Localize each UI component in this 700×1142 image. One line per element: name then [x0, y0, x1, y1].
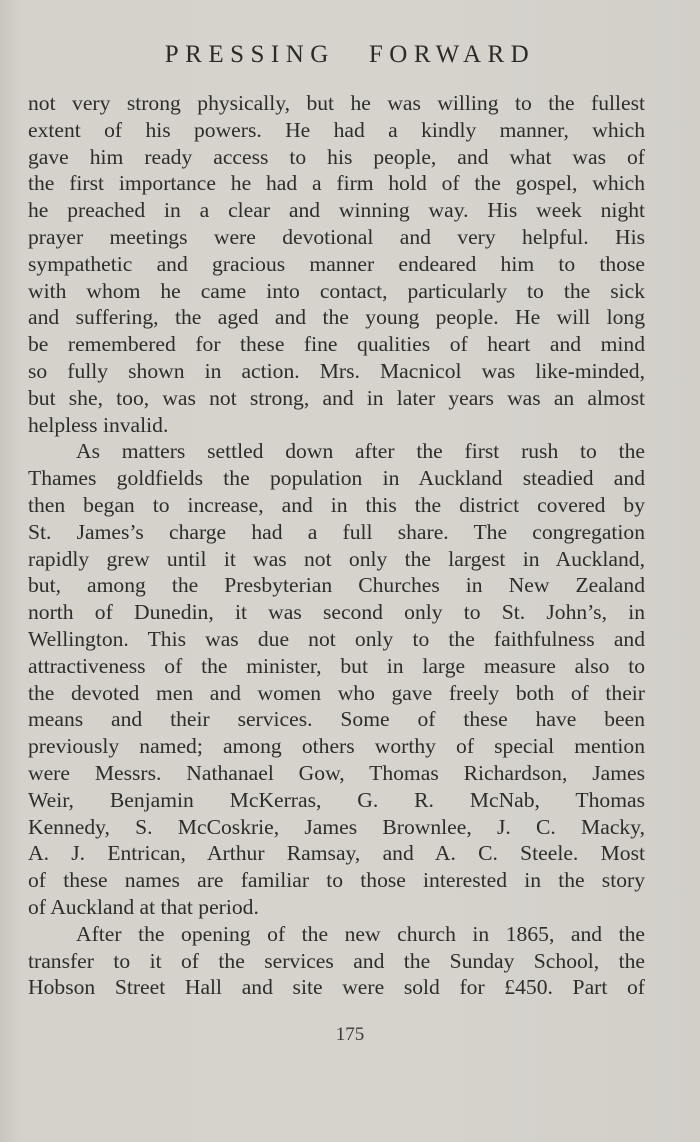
text-line: attractiveness of the minister, but in large measure also to [28, 653, 645, 678]
text-line: Weir, Benjamin McKerras, G. R. McNab, Thomas [28, 787, 645, 812]
text-line: not very strong physically, but he was willing to the fullest [28, 91, 645, 115]
text-line: extent of his powers. He had a kindly manner, which [28, 117, 645, 142]
text-line: gave him ready access to his people, and what was of [28, 144, 645, 169]
running-head [0, 41, 700, 69]
text-line: but, among the Presbyterian Churches in New Zealand [28, 573, 645, 598]
text-line: were Messrs. Nathanael Gow, Thomas Richardson, James [28, 760, 645, 785]
page-number: 175 [335, 1024, 365, 1045]
text-line: Kennedy, S. McCoskrie, James Brownlee, J. C. Macky, [28, 814, 645, 839]
text-line: then began to increase, and in this the district covered by [28, 492, 645, 517]
text-line: be remembered for these fine qualities of heart and mind [28, 332, 645, 357]
text-line: helpless invalid. [28, 412, 169, 437]
text-line: but she, too, was not strong, and in later years was an almost [28, 385, 645, 410]
text-line: transfer to it of the services and the Sunday School, the [28, 948, 645, 973]
text-line: and suffering, the aged and the young people. He will long [28, 305, 645, 330]
text-line: A. J. Entrican, Arthur Ramsay, and A. C. Steele. Most [28, 841, 645, 866]
text-line: means and their services. Some of these have been [28, 707, 645, 732]
text-line: he preached in a clear and winning way. His week night [28, 198, 645, 223]
text-line: Thames goldfields the population in Auckland steadied and [28, 466, 645, 491]
text-line: of these names are familiar to those interested in the story [28, 868, 645, 893]
text-line: of Auckland at that period. [28, 894, 259, 919]
text-line: north of Dunedin, it was second only to St. John’s, in [28, 600, 645, 625]
text-line: After the opening of the new church in 1865, and the [76, 921, 645, 946]
text-line: the devoted men and women who gave freely both of their [28, 680, 645, 705]
text-line: Wellington. This was due not only to the faithfulness and [28, 626, 645, 651]
text-line: As matters settled down after the first rush to the [76, 439, 645, 464]
text-line: rapidly grew until it was not only the largest in Auckland, [28, 546, 645, 571]
text-line: so fully shown in action. Mrs. Macnicol was like-minded, [28, 358, 645, 383]
text-line: sympathetic and gracious manner endeared him to those [28, 251, 645, 276]
running-head-word: FORWARD [368, 41, 536, 68]
body-text [28, 90, 645, 1001]
text-line: Hobson Street Hall and site were sold for £450. Part of [28, 975, 645, 1000]
text-line: prayer meetings were devotional and very helpful. His [28, 224, 645, 249]
text-line: the first importance he had a firm hold of the gospel, which [28, 171, 645, 196]
running-head-word: PRESSING [164, 41, 335, 68]
text-line: St. James’s charge had a full share. The congregation [28, 519, 645, 544]
text-line: previously named; among others worthy of special mention [28, 734, 645, 759]
text-line: with whom he came into contact, particularly to the sick [28, 278, 645, 303]
